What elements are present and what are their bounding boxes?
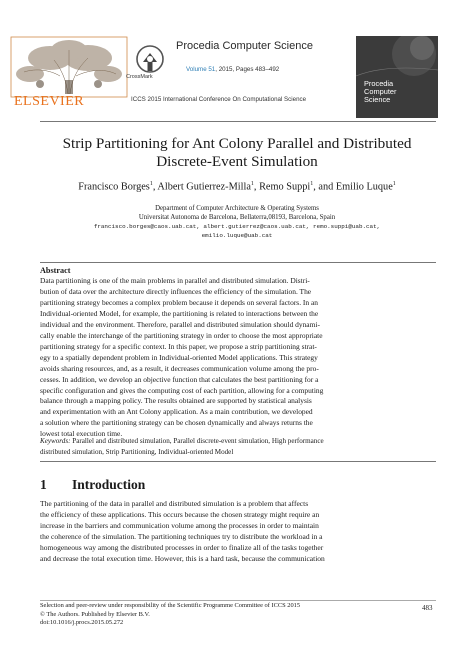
volume-info [186, 66, 279, 73]
footer-line: © The Authors. Published by Elsevier B.V. [40, 610, 150, 618]
email-line[interactable]: emilio.luque@uab.cat [201, 232, 273, 239]
abstract-line: a solution where the partitioning strategy can be chosen dynamically and always returns the [40, 418, 313, 428]
author-affil-mark: 1 [310, 181, 314, 187]
footer-line: Selection and peer-review under responsibility of the Scientific Programme Committee of ICCS 2015 [40, 602, 301, 609]
abstract-line: balance through a mapping policy. The results obtained are supported by statistical analysis [40, 396, 312, 406]
abstract-line: partitioning strategy becomes a complex problem because it depends on several factors. In an [40, 297, 318, 307]
affiliation-line: Department of Computer Architecture & Operating Systems [155, 205, 319, 212]
author-emails [10, 222, 464, 240]
author-separator: , [152, 181, 158, 193]
author-affil-mark: 1 [250, 181, 254, 187]
author-name[interactable]: Emilio Luque [335, 181, 393, 193]
body-line: increase in the barriers and communication volume among the processes in order to maintain [40, 521, 319, 530]
author-separator: , [253, 181, 260, 193]
introduction-body [40, 498, 436, 564]
header-divider [40, 121, 436, 122]
body-line: homogeneous way among the distributed processes in order to finalize all of the tasks together [40, 543, 324, 552]
paper-title [10, 135, 464, 171]
doi-link[interactable]: doi:10.1016/j.procs.2015.05.272 [40, 619, 124, 627]
section-heading [40, 477, 145, 493]
page-number: 483 [422, 604, 433, 612]
body-line: The partitioning of the data in parallel and distributed simulation is a problem that affects [40, 499, 309, 508]
journal-cover-art [356, 36, 438, 118]
abstract-line: Individual-oriented Model, for example, the partitioning is related to interactions between the [40, 308, 319, 318]
section-number: 1 [40, 477, 47, 492]
author-separator: , and [313, 181, 336, 193]
abstract-bottom-rule [40, 461, 436, 462]
abstract-line: individual and the environment. Therefore, parallel and distributed simulation should dynami- [40, 319, 320, 329]
affiliation-line: Universitat Autonoma de Barcelona, Bellaterra,08193, Barcelona, Spain [138, 214, 336, 221]
volume-link[interactable]: Volume 51 [186, 66, 216, 73]
author-name[interactable]: Remo Suppi [259, 181, 311, 193]
abstract-body [40, 276, 436, 440]
cover-title-line: Science [364, 95, 391, 104]
keywords-line: distributed simulation, Strip Partitioning, Individual-oriented Model [40, 447, 234, 456]
cover-title-line: Procedia [364, 79, 394, 88]
volume-pages: , 2015, Pages 483–492 [215, 66, 280, 73]
abstract-line: specific configuration and gives the computing cost of each partition, allowing for a computing [40, 385, 324, 395]
abstract-line: avoids sharing resources, and, as a result, it decreases communication volume among the pro- [40, 363, 319, 373]
abstract-line: cesses. In addition, we develop an objective function that calculates the best partitioning for a [40, 374, 319, 384]
abstract-heading: Abstract [40, 266, 71, 275]
cover-title-line: Computer [364, 87, 397, 96]
abstract-line: egy to a spatially dependent problem in Individual-oriented Model applications. This strategy [40, 352, 318, 362]
affiliation [10, 204, 464, 222]
body-line: the coherence of the simulation. The partitioning techniques try to distribute the workload in a [40, 532, 323, 541]
keywords-line [40, 436, 436, 447]
cover-title [364, 80, 396, 104]
abstract-line: and experimentation with an Ant Colony application. As a main contribution, we developed [40, 407, 313, 417]
crossmark-icon [133, 44, 167, 76]
crossmark-label: CrossMark [126, 74, 153, 80]
footer-divider [40, 600, 436, 601]
abstract-line: cally enable the interchange of the partitioning strategy in order to choose the most appropriate [40, 330, 323, 340]
body-line: and decrease the total execution time. However, this is a hard task, because the communication [40, 554, 325, 563]
body-line: the efficiency of these applications. This occurs because the chosen strategy might require an [40, 510, 320, 519]
author-affil-mark: 1 [392, 181, 396, 187]
author-name[interactable]: Albert Gutierrez-Milla [157, 181, 251, 193]
author-name[interactable]: Francisco Borges [78, 181, 150, 193]
paper-title-line: Discrete-Event Simulation [156, 153, 318, 170]
section-title: Introduction [72, 477, 146, 492]
paper-title-line: Strip Partitioning for Ant Colony Parallel and Distributed [62, 135, 412, 152]
keywords-text: Parallel and distributed simulation, Parallel discrete-event simulation, High performance [70, 437, 324, 445]
author-affil-mark: 1 [149, 181, 153, 187]
keywords [40, 436, 436, 458]
keywords-label: Keywords: [40, 437, 71, 445]
journal-title[interactable]: Procedia Computer Science [176, 40, 313, 52]
journal-cover[interactable] [356, 36, 438, 118]
abstract-line: bution of data over the architecture directly influences the efficiency of the simulation. The [40, 286, 312, 296]
abstract-line: partitioning strategy for a specific context. In this paper, we propose a strip partitioning strat- [40, 341, 317, 351]
abstract-line: Data partitioning is one of the main problems in parallel and distributed simulation. Distri- [40, 276, 310, 285]
publisher-name: ELSEVIER [14, 94, 85, 109]
footer-notes [40, 602, 300, 628]
conference-name: ICCS 2015 International Conference On Computational Science [131, 96, 307, 103]
email-line[interactable]: francisco.borges@caos.uab.cat, albert.gutierrez@caos.uab.cat, remo.suppi@uab.cat, [93, 223, 381, 230]
abstract-top-rule [40, 262, 436, 263]
author-list [10, 181, 464, 192]
abstract-line: lowest total execution time. [40, 429, 123, 439]
